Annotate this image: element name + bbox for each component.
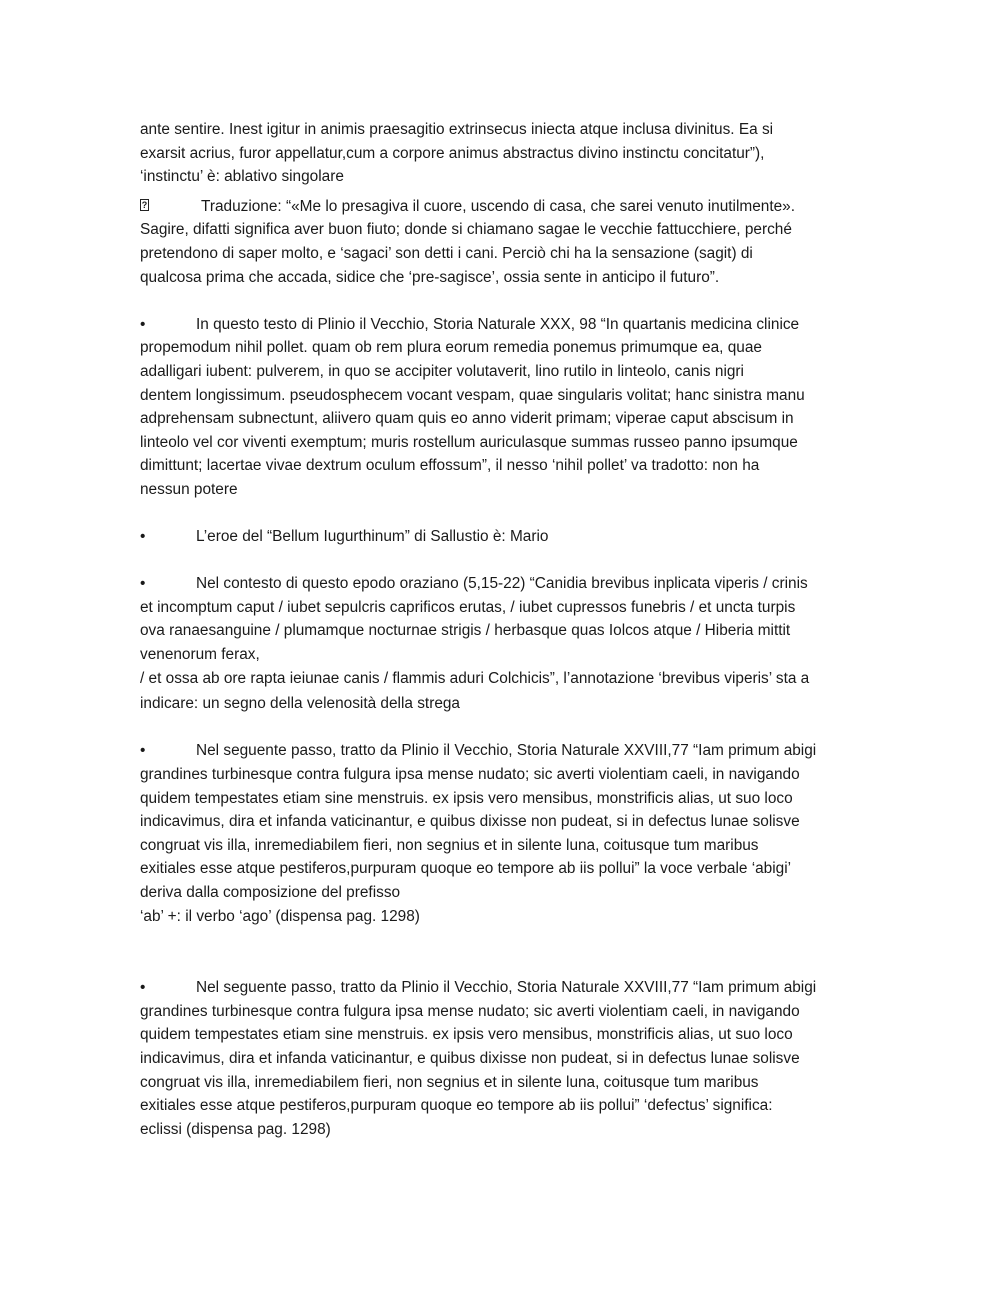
text-line: adalligari iubent: pulverem, in quo se accipiter volutaverit, lino rutilo in linteolo, canis nigri xyxy=(140,362,744,380)
text-line: quidem tempestates etiam sine menstruis. ex ipsis vero mensibus, monstrificis alias, ut suo loco xyxy=(140,789,793,807)
text-line: Nel contesto di questo epodo oraziano (5,15-22) “Canidia brevibus inplicata viperis / crinis xyxy=(196,575,808,593)
text-line: indicavimus, dira et infanda vaticinantur, e quibus dixisse non pudeat, si in defectus lunae solisve xyxy=(140,1049,800,1067)
bullet-item-sallustio xyxy=(140,525,865,549)
text-line: venenorum ferax, xyxy=(140,646,260,664)
text-line: grandines turbinesque contra fulgura ipsa mense nudato; sic averti violentiam caeli, in navigando xyxy=(140,1002,800,1020)
text-line: qualcosa prima che accada, sidice che ‘pre-sagisce’, ossia sente in anticipo il futuro”. xyxy=(140,268,720,286)
text-line: Traduzione: “«Me lo presagiva il cuore, uscendo di casa, che sarei venuto inutilmente». xyxy=(201,197,796,215)
text-line: propemodum nihil pollet. quam ob rem plura eorum remedia ponemus primumque ea, quae xyxy=(140,339,762,357)
text-line: Sagire, difatti significa aver buon fiuto; donde si chiamano sagae le vecchie fattucchiere, perché xyxy=(140,221,792,239)
bullet-icon: • xyxy=(140,742,146,760)
bullet-item-plinio-xxx xyxy=(140,313,865,502)
text-line: indicavimus, dira et infanda vaticinantur, e quibus dixisse non pudeat, si in defectus lunae solisve xyxy=(140,813,800,831)
bullet-item-plinio-defectus xyxy=(140,976,865,1141)
text-line: exitiales esse atque pestiferos,purpuram quoque eo tempore ab iis pollui” ‘defectus’ significa: xyxy=(140,1097,773,1115)
text-line: congruat vis illa, inremediabilem fieri, non segnius et in silente luna, coitusque tum maribus xyxy=(140,836,759,854)
text-line: quidem tempestates etiam sine menstruis. ex ipsis vero mensibus, monstrificis alias, ut suo loco xyxy=(140,1026,793,1044)
text-line: nessun potere xyxy=(140,480,238,498)
text-line: adprehensam subnectunt, aliivero quam quis eo anno viderit primam; viperae caput abscisum in xyxy=(140,410,794,428)
text-line: Nel seguente passo, tratto da Plinio il Vecchio, Storia Naturale XXVIII,77 “Iam primum abigi xyxy=(196,979,817,997)
text-line: Nel seguente passo, tratto da Plinio il Vecchio, Storia Naturale XXVIII,77 “Iam primum abigi xyxy=(196,742,817,760)
text-line: exitiales esse atque pestiferos,purpuram quoque eo tempore ab iis pollui” la voce verbale ‘abigi’ xyxy=(140,860,792,878)
text-line: dentem longissimum. pseudosphecem vocant vespam, quae singularis volitat; hanc sinistra manu xyxy=(140,386,805,404)
document-body xyxy=(140,118,865,1141)
bullet-icon: • xyxy=(140,315,146,333)
text-line: linteolo vel cor viventi exemptum; muris rostellum auriculasque summas russeo panno ipsumque xyxy=(140,433,798,451)
text-line: deriva dalla composizione del prefisso xyxy=(140,884,401,901)
bullet-icon: • xyxy=(140,979,146,997)
bullet-item-plinio-abigi xyxy=(140,739,865,928)
paragraph-continuation xyxy=(140,118,865,189)
text-line: et incomptum caput / iubet sepulcris caprificos erutas, / iubet cupressos funebris / et uncta turpis xyxy=(140,598,796,616)
text-line: ante sentire. Inest igitur in animis praesagitio extrinsecus iniecta atque inclusa divinitus. Ea si xyxy=(140,121,774,138)
paragraph-translation xyxy=(140,195,865,289)
bullet-item-orazio xyxy=(140,572,865,716)
text-line: L’eroe del “Bellum Iugurthinum” di Sallustio è: Mario xyxy=(196,528,549,546)
text-line: ‘ab’ +: il verbo ‘ago’ (dispensa pag. 1298) xyxy=(140,907,420,925)
text-line: ova ranaesanguine / plumamque nocturnae strigis / herbasque quas Iolcos atque / Hiberia mittit xyxy=(140,622,791,640)
text-line: indicare: un segno della velenosità della strega xyxy=(140,695,460,713)
text-line: eclissi (dispensa pag. 1298) xyxy=(140,1120,331,1138)
bullet-icon: • xyxy=(140,528,146,546)
text-line: dimittunt; lacertae vivae dextrum oculum effossum”, il nesso ‘nihil pollet’ va tradotto: non ha xyxy=(140,457,760,475)
text-line: grandines turbinesque contra fulgura ipsa mense nudato; sic averti violentiam caeli, in navigando xyxy=(140,766,800,784)
text-line: ‘instinctu’ è: ablativo singolare xyxy=(140,168,344,186)
text-line: pretendono di saper molto, e ‘sagaci’ son detti i cani. Perciò chi ha la sensazione (sagit) di xyxy=(140,244,753,262)
missing-glyph-icon: ? xyxy=(141,199,148,210)
text-line: exarsit acrius, furor appellatur,cum a corpore animus abstractus divino instinctu concitatur”), xyxy=(140,144,765,162)
text-line: In questo testo di Plinio il Vecchio, Storia Naturale XXX, 98 “In quartanis medicina clinice xyxy=(196,315,800,333)
bullet-icon: • xyxy=(140,575,146,593)
text-line: / et ossa ab ore rapta ieiunae canis / flammis aduri Colchicis”, l’annotazione ‘brevibus viperis’ sta a xyxy=(140,669,810,687)
text-line: congruat vis illa, inremediabilem fieri, non segnius et in silente luna, coitusque tum maribus xyxy=(140,1073,759,1091)
